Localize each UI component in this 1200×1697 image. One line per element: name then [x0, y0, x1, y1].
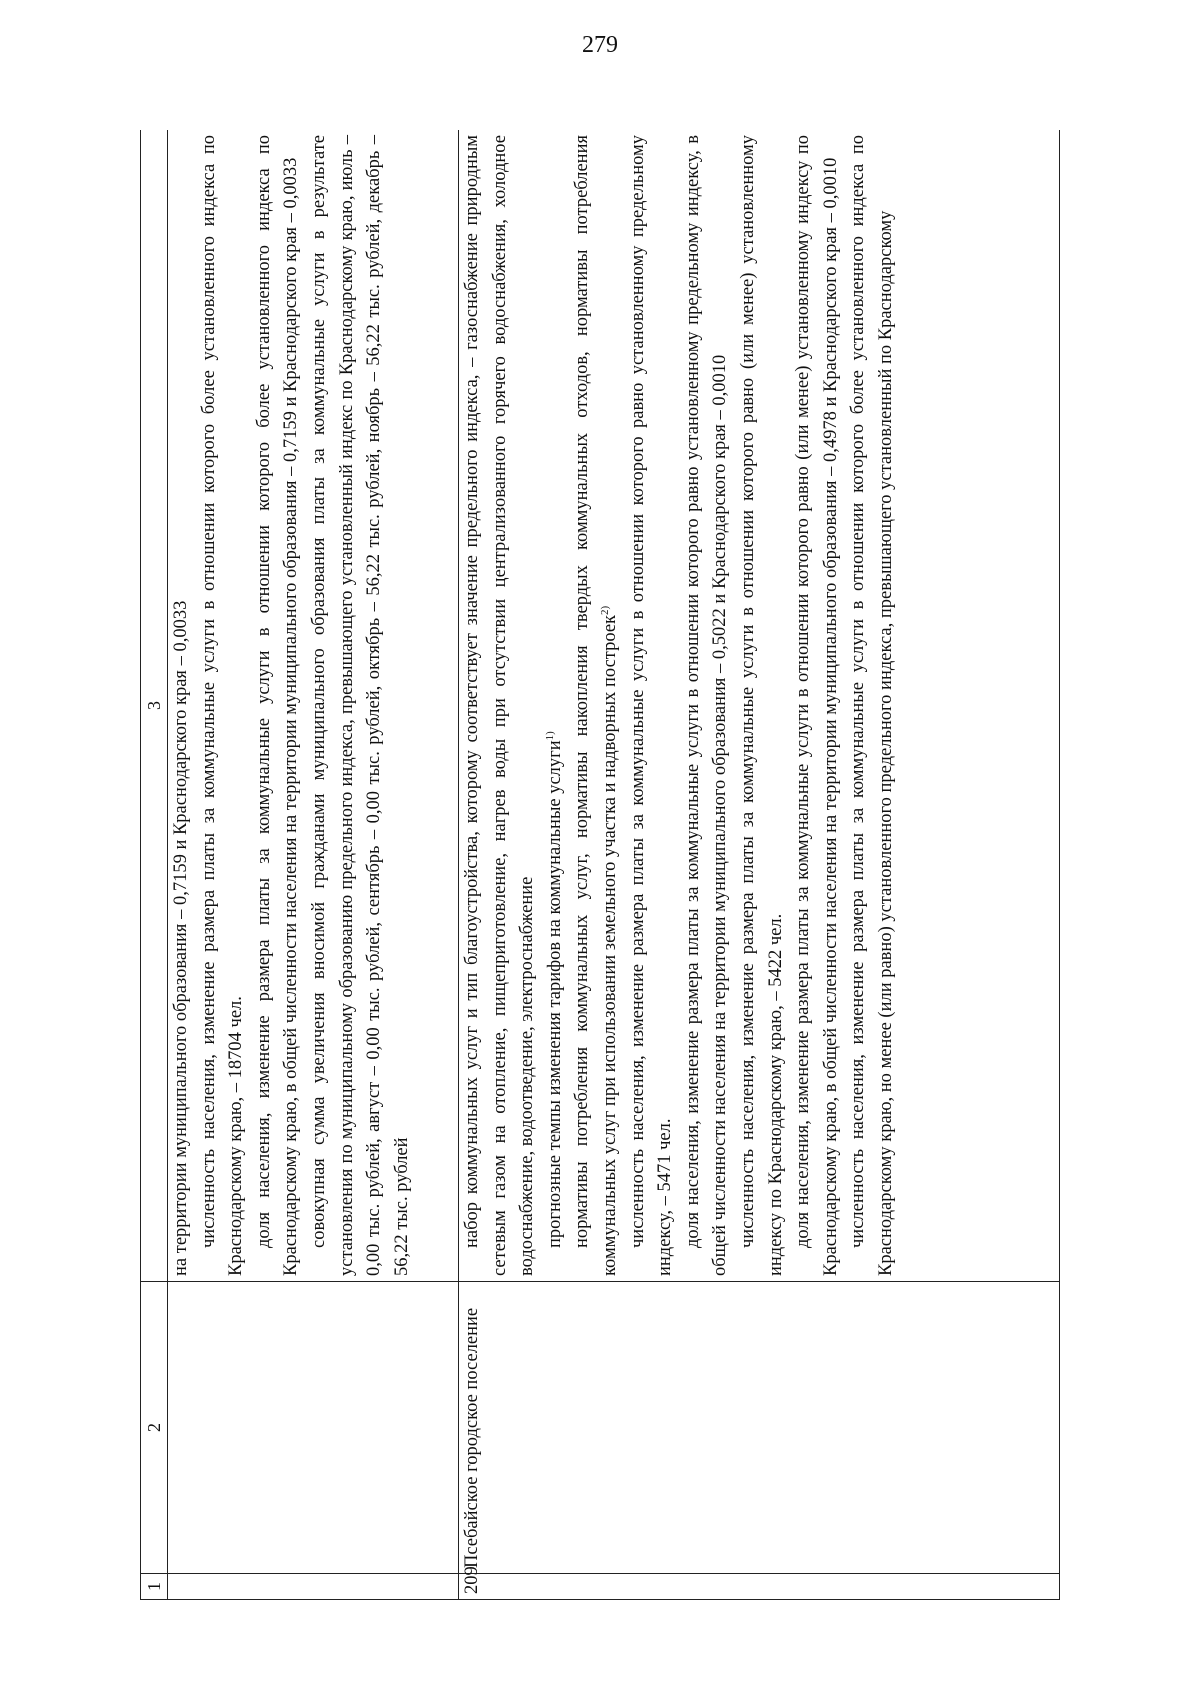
paragraph: [569, 135, 624, 1276]
paragraph: численность населения, изменение размера платы за коммунальные услуги в отношении которого равно (или менее) установленному индексу по Краснодарскому краю, – 5422 чел.: [737, 135, 786, 1276]
paragraph-text: нормативы потребления коммунальных услуг, нормативы накопления твердых коммунальных отходов, нормативы потребления коммунальных услуг при использовании земельного участка и надворных построек: [572, 135, 620, 1276]
footnote-ref: 2): [598, 605, 611, 615]
header-col-2: 2: [141, 1282, 168, 1574]
paragraph: совокупная сумма увеличения вносимой гражданами муниципального образования платы за коммунальные услуги в результате установления по муниципальному образованию предельного индекса, превышающего установленный индекс по Краснодарскому краю, июль – 0,00 тыс. рублей, август – 0,00 тыс. рублей, сентябрь – 0,00 тыс. рублей, октябрь – 56,22 тыс. рублей, ноябрь – 56,22 тыс. рублей, декабрь – 56,22 тыс. рублей: [308, 135, 412, 1276]
paragraph-text: прогнозные темпы изменения тарифов на коммунальные услуги: [544, 740, 565, 1248]
rotated-table-wrapper: [140, 130, 1060, 1600]
footnote-ref: 1): [543, 731, 556, 741]
header-col-1: 1: [141, 1574, 168, 1600]
paragraph: численность населения, изменение размера платы за коммунальные услуги в отношении которого более установленного индекса по Краснодарскому краю, но менее (или равно) установленного предельного индекса, превышающего установленный по Краснодарскому: [848, 135, 896, 1276]
row-text-cell: [459, 130, 1060, 1282]
rotated-sheet: [140, 130, 1060, 1600]
row-number-cell: [168, 1574, 459, 1600]
paragraph: численность населения, изменение размера платы за коммунальные услуги в отношении которого более установленного индекса по Краснодарскому краю, – 18704 чел.: [198, 135, 247, 1276]
row-name-cell: [168, 1282, 459, 1574]
data-table: [140, 130, 1060, 1600]
paragraph: набор коммунальных услуг и тип благоустройства, которому соответствует значение предельного индекса, – газоснабжение природным сетевым газом на отопление, пищеприготовление, нагрев воды при отсутствии централизованного горячего водоснабжения, холодное водоснабжение, водоотведение, электроснабжение: [462, 135, 538, 1276]
paragraph: доля населения, изменение размера платы за коммунальные услуги в отношении которого равно (или менее) установленному индексу по Краснодарскому краю, в общей численности населения на территории муниципального образования – 0,4978 и Краснодарского края – 0,0010: [793, 135, 841, 1276]
paragraph: доля населения, изменение размера платы за коммунальные услуги в отношении которого более установленного индекса по Краснодарскому краю, в общей численности населения на территории муниципального образования – 0,7159 и Краснодарского края – 0,0033: [253, 135, 302, 1276]
page-number: 279: [582, 32, 618, 58]
table-row-continued: [168, 130, 459, 1600]
row-name-cell: Псебайское городское поселение: [459, 1282, 1060, 1574]
header-col-3: 3: [141, 130, 168, 1282]
paragraph: численность населения, изменение размера платы за коммунальные услуги в отношении которого равно установленному предельному индексу, – 5471 чел.: [627, 135, 676, 1276]
row-text-cell: [168, 130, 459, 1282]
paragraph: на территории муниципального образования – 0,7159 и Краснодарского края – 0,0033: [171, 600, 191, 1276]
table-header-row: [141, 130, 168, 1600]
table-row-209: [459, 130, 1060, 1600]
paragraph: доля населения, изменение размера платы за коммунальные услуги в отношении которого равно установленному предельному индексу, в общей численности населения на территории муниципального образования – 0,5022 и Краснодарского края – 0,0010: [682, 135, 731, 1276]
row-number-cell: 209: [459, 1574, 1060, 1600]
paragraph: [542, 135, 570, 1276]
